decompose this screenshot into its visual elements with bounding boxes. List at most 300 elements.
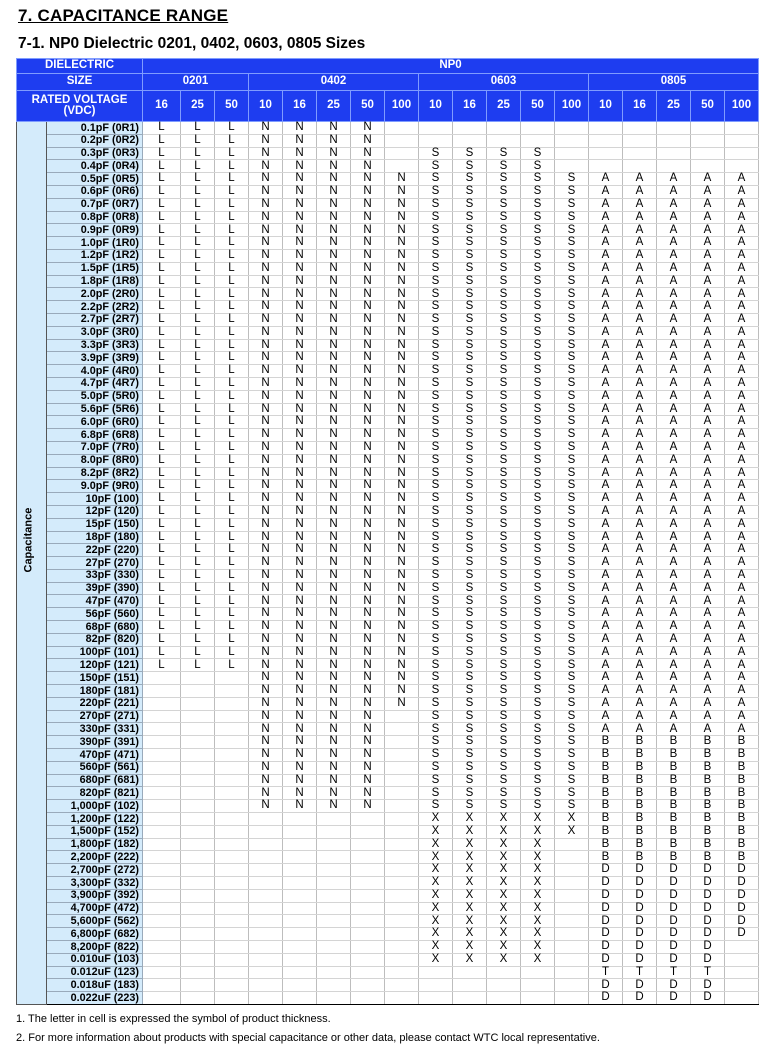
thickness-cell: A	[725, 467, 759, 480]
thickness-cell: D	[589, 992, 623, 1005]
thickness-cell	[215, 851, 249, 864]
thickness-cell: S	[419, 672, 453, 685]
thickness-cell: N	[283, 326, 317, 339]
thickness-cell: X	[521, 877, 555, 890]
thickness-cell	[181, 723, 215, 736]
thickness-cell: A	[589, 301, 623, 314]
thickness-cell: A	[623, 582, 657, 595]
thickness-cell	[351, 902, 385, 915]
thickness-cell: N	[283, 531, 317, 544]
table-row	[17, 889, 759, 902]
capacitance-value: 0.5pF (0R5)	[47, 173, 143, 186]
thickness-cell: N	[351, 454, 385, 467]
thickness-cell: S	[419, 403, 453, 416]
capacitance-value: 6.8pF (6R8)	[47, 429, 143, 442]
thickness-cell: S	[487, 249, 521, 262]
thickness-cell: S	[453, 224, 487, 237]
thickness-cell: S	[419, 249, 453, 262]
thickness-cell: N	[249, 352, 283, 365]
thickness-cell: D	[589, 915, 623, 928]
thickness-cell: A	[623, 659, 657, 672]
thickness-cell: B	[589, 800, 623, 813]
thickness-cell: S	[419, 275, 453, 288]
thickness-cell: A	[623, 224, 657, 237]
thickness-cell: S	[487, 749, 521, 762]
thickness-cell	[351, 877, 385, 890]
thickness-cell: N	[385, 557, 419, 570]
thickness-cell: N	[283, 224, 317, 237]
thickness-cell: N	[385, 480, 419, 493]
thickness-cell	[351, 992, 385, 1005]
thickness-cell: X	[419, 889, 453, 902]
thickness-cell: A	[691, 621, 725, 634]
capacitance-value: 2.2pF (2R2)	[47, 301, 143, 314]
thickness-cell: N	[283, 569, 317, 582]
thickness-cell	[283, 928, 317, 941]
thickness-cell	[725, 992, 759, 1005]
thickness-cell: A	[725, 697, 759, 710]
thickness-cell: S	[487, 429, 521, 442]
thickness-cell	[589, 147, 623, 160]
thickness-cell: A	[657, 173, 691, 186]
thickness-cell: N	[385, 390, 419, 403]
voltage-0201-25: 25	[181, 91, 215, 122]
table-row	[17, 365, 759, 378]
thickness-cell	[385, 813, 419, 826]
thickness-cell: L	[215, 518, 249, 531]
thickness-cell: S	[419, 800, 453, 813]
thickness-cell: N	[249, 147, 283, 160]
thickness-cell: N	[385, 403, 419, 416]
capacitance-value: 5.0pF (5R0)	[47, 390, 143, 403]
thickness-cell: L	[143, 518, 181, 531]
thickness-cell: D	[623, 953, 657, 966]
thickness-cell: N	[351, 736, 385, 749]
thickness-cell: N	[385, 275, 419, 288]
thickness-cell: N	[283, 659, 317, 672]
thickness-cell	[143, 825, 181, 838]
thickness-cell	[283, 915, 317, 928]
thickness-cell: N	[317, 147, 351, 160]
thickness-cell: B	[657, 787, 691, 800]
thickness-cell: S	[453, 505, 487, 518]
thickness-cell: S	[555, 595, 589, 608]
thickness-cell	[215, 723, 249, 736]
thickness-cell: L	[181, 429, 215, 442]
thickness-cell: S	[521, 429, 555, 442]
thickness-cell: L	[143, 134, 181, 147]
capacitance-value: 470pF (471)	[47, 749, 143, 762]
thickness-cell: L	[215, 122, 249, 135]
thickness-cell: S	[419, 173, 453, 186]
thickness-cell	[521, 966, 555, 979]
thickness-cell	[181, 953, 215, 966]
table-row	[17, 352, 759, 365]
thickness-cell: B	[691, 825, 725, 838]
thickness-cell: L	[143, 275, 181, 288]
thickness-cell: N	[351, 544, 385, 557]
thickness-cell: N	[249, 633, 283, 646]
capacitance-value: 1,800pF (182)	[47, 838, 143, 851]
thickness-cell	[385, 825, 419, 838]
thickness-cell: A	[623, 262, 657, 275]
thickness-cell: X	[555, 813, 589, 826]
thickness-cell	[351, 941, 385, 954]
thickness-cell: A	[657, 403, 691, 416]
thickness-cell: S	[521, 275, 555, 288]
thickness-cell: L	[215, 454, 249, 467]
thickness-cell: S	[453, 672, 487, 685]
thickness-cell: A	[691, 518, 725, 531]
thickness-cell	[351, 851, 385, 864]
thickness-cell: N	[317, 416, 351, 429]
thickness-cell: B	[691, 787, 725, 800]
thickness-cell: B	[657, 736, 691, 749]
thickness-cell: S	[453, 429, 487, 442]
thickness-cell	[589, 160, 623, 173]
thickness-cell: D	[657, 915, 691, 928]
thickness-cell: S	[453, 326, 487, 339]
thickness-cell: N	[249, 774, 283, 787]
thickness-cell: A	[657, 659, 691, 672]
thickness-cell: N	[351, 557, 385, 570]
thickness-cell: N	[317, 557, 351, 570]
table-row	[17, 749, 759, 762]
thickness-cell: A	[623, 377, 657, 390]
thickness-cell: X	[419, 902, 453, 915]
thickness-cell	[487, 122, 521, 135]
thickness-cell: X	[521, 864, 555, 877]
thickness-cell: S	[487, 787, 521, 800]
size-0402: 0402	[249, 74, 419, 91]
thickness-cell: S	[453, 633, 487, 646]
table-row	[17, 582, 759, 595]
thickness-cell	[181, 672, 215, 685]
thickness-cell: N	[385, 173, 419, 186]
table-row	[17, 518, 759, 531]
thickness-cell: L	[143, 467, 181, 480]
thickness-cell: A	[657, 633, 691, 646]
thickness-cell: S	[453, 557, 487, 570]
thickness-cell: A	[623, 518, 657, 531]
thickness-cell: A	[657, 275, 691, 288]
table-row	[17, 429, 759, 442]
thickness-cell: A	[589, 723, 623, 736]
capacitance-value: 330pF (331)	[47, 723, 143, 736]
thickness-cell: S	[453, 275, 487, 288]
thickness-cell: N	[317, 621, 351, 634]
thickness-cell: S	[453, 441, 487, 454]
thickness-cell	[181, 787, 215, 800]
thickness-cell: L	[215, 569, 249, 582]
thickness-cell: S	[453, 761, 487, 774]
thickness-cell	[385, 761, 419, 774]
thickness-cell	[555, 877, 589, 890]
thickness-cell: B	[691, 800, 725, 813]
thickness-cell: T	[623, 966, 657, 979]
thickness-cell: N	[317, 326, 351, 339]
thickness-cell	[181, 749, 215, 762]
thickness-cell	[317, 851, 351, 864]
thickness-cell: A	[691, 249, 725, 262]
table-row	[17, 544, 759, 557]
thickness-cell: A	[725, 390, 759, 403]
thickness-cell: L	[143, 173, 181, 186]
thickness-cell	[453, 966, 487, 979]
thickness-cell: S	[555, 275, 589, 288]
table-row	[17, 569, 759, 582]
thickness-cell: L	[215, 211, 249, 224]
thickness-cell: N	[283, 685, 317, 698]
thickness-cell	[283, 941, 317, 954]
thickness-cell: N	[351, 390, 385, 403]
thickness-cell	[215, 761, 249, 774]
thickness-cell: A	[691, 685, 725, 698]
thickness-cell	[555, 915, 589, 928]
thickness-cell: S	[419, 454, 453, 467]
thickness-cell: N	[249, 313, 283, 326]
thickness-cell: L	[143, 262, 181, 275]
thickness-cell: S	[555, 582, 589, 595]
table-row	[17, 710, 759, 723]
thickness-cell: D	[691, 992, 725, 1005]
thickness-cell: A	[623, 454, 657, 467]
thickness-cell: S	[521, 505, 555, 518]
thickness-cell: L	[215, 467, 249, 480]
thickness-cell: S	[453, 582, 487, 595]
thickness-cell: N	[249, 122, 283, 135]
thickness-cell: A	[623, 531, 657, 544]
thickness-cell: S	[555, 211, 589, 224]
capacitance-value: 47pF (470)	[47, 595, 143, 608]
thickness-cell	[283, 902, 317, 915]
thickness-cell: A	[589, 659, 623, 672]
thickness-cell: S	[555, 173, 589, 186]
thickness-cell: L	[215, 429, 249, 442]
thickness-cell: L	[215, 339, 249, 352]
thickness-cell: S	[419, 429, 453, 442]
voltage-0402-16: 16	[283, 91, 317, 122]
thickness-cell	[215, 685, 249, 698]
thickness-cell: A	[691, 569, 725, 582]
thickness-cell: N	[351, 160, 385, 173]
thickness-cell	[249, 864, 283, 877]
thickness-cell: A	[657, 262, 691, 275]
thickness-cell: N	[351, 633, 385, 646]
thickness-cell: L	[181, 224, 215, 237]
capacitance-value: 0.3pF (0R3)	[47, 147, 143, 160]
thickness-cell	[385, 122, 419, 135]
thickness-cell: N	[249, 595, 283, 608]
thickness-cell	[143, 685, 181, 698]
size-label: SIZE	[17, 74, 143, 91]
thickness-cell: A	[589, 646, 623, 659]
thickness-cell	[215, 864, 249, 877]
thickness-cell	[385, 902, 419, 915]
thickness-cell: A	[657, 429, 691, 442]
thickness-cell: S	[521, 198, 555, 211]
thickness-cell: D	[657, 941, 691, 954]
thickness-cell	[181, 685, 215, 698]
thickness-cell: L	[143, 416, 181, 429]
thickness-cell: N	[351, 416, 385, 429]
thickness-cell: N	[317, 377, 351, 390]
thickness-cell	[453, 122, 487, 135]
capacitance-value: 1,200pF (122)	[47, 813, 143, 826]
thickness-cell: L	[143, 160, 181, 173]
capacitance-value: 10pF (100)	[47, 493, 143, 506]
thickness-cell: N	[351, 595, 385, 608]
thickness-cell: B	[725, 787, 759, 800]
thickness-cell: A	[657, 557, 691, 570]
thickness-cell: A	[623, 237, 657, 250]
thickness-cell: X	[419, 864, 453, 877]
thickness-cell	[249, 941, 283, 954]
thickness-cell: N	[249, 646, 283, 659]
thickness-cell	[215, 787, 249, 800]
thickness-cell: A	[623, 365, 657, 378]
table-row	[17, 915, 759, 928]
thickness-cell: A	[623, 697, 657, 710]
thickness-cell	[215, 877, 249, 890]
thickness-cell: A	[657, 377, 691, 390]
thickness-cell: A	[623, 493, 657, 506]
thickness-cell: S	[453, 173, 487, 186]
thickness-cell: D	[589, 889, 623, 902]
thickness-cell: D	[725, 877, 759, 890]
thickness-cell: A	[725, 518, 759, 531]
thickness-cell: B	[623, 774, 657, 787]
thickness-cell: A	[589, 454, 623, 467]
thickness-cell	[385, 774, 419, 787]
thickness-cell: N	[317, 787, 351, 800]
thickness-cell: N	[351, 275, 385, 288]
capacitance-value: 270pF (271)	[47, 710, 143, 723]
thickness-cell: N	[317, 403, 351, 416]
thickness-cell: L	[215, 608, 249, 621]
thickness-cell	[385, 966, 419, 979]
thickness-cell: N	[317, 339, 351, 352]
thickness-cell: X	[521, 953, 555, 966]
capacitance-value: 820pF (821)	[47, 787, 143, 800]
thickness-cell: S	[555, 685, 589, 698]
voltage-0201-50: 50	[215, 91, 249, 122]
thickness-cell: N	[283, 262, 317, 275]
thickness-cell: N	[317, 262, 351, 275]
thickness-cell: B	[589, 851, 623, 864]
capacitance-value: 1,000pF (102)	[47, 800, 143, 813]
thickness-cell: N	[283, 313, 317, 326]
thickness-cell: A	[725, 275, 759, 288]
thickness-cell: A	[657, 505, 691, 518]
thickness-cell	[351, 864, 385, 877]
table-row	[17, 838, 759, 851]
thickness-cell	[555, 889, 589, 902]
thickness-cell: N	[283, 787, 317, 800]
thickness-cell	[317, 864, 351, 877]
thickness-cell: L	[181, 441, 215, 454]
thickness-cell: B	[691, 736, 725, 749]
thickness-cell: S	[555, 736, 589, 749]
thickness-cell: L	[181, 352, 215, 365]
thickness-cell	[215, 902, 249, 915]
thickness-cell	[453, 979, 487, 992]
thickness-cell: N	[317, 505, 351, 518]
thickness-cell: S	[521, 749, 555, 762]
thickness-cell: A	[589, 685, 623, 698]
thickness-cell: N	[283, 710, 317, 723]
thickness-cell	[181, 889, 215, 902]
thickness-cell: S	[555, 710, 589, 723]
thickness-cell: L	[215, 249, 249, 262]
thickness-cell: A	[725, 493, 759, 506]
capacitance-value: 150pF (151)	[47, 672, 143, 685]
thickness-cell: S	[453, 749, 487, 762]
thickness-cell: N	[249, 262, 283, 275]
thickness-cell: S	[487, 185, 521, 198]
thickness-cell: X	[453, 877, 487, 890]
thickness-cell: S	[419, 377, 453, 390]
thickness-cell: S	[487, 736, 521, 749]
thickness-cell	[555, 928, 589, 941]
thickness-cell: S	[419, 441, 453, 454]
thickness-cell: S	[487, 659, 521, 672]
thickness-cell	[419, 122, 453, 135]
thickness-cell: X	[453, 953, 487, 966]
thickness-cell: S	[555, 198, 589, 211]
capacitance-value: 2.7pF (2R7)	[47, 313, 143, 326]
thickness-cell: N	[249, 749, 283, 762]
thickness-cell: A	[623, 249, 657, 262]
thickness-cell: N	[351, 697, 385, 710]
thickness-cell: N	[283, 377, 317, 390]
thickness-cell: A	[725, 569, 759, 582]
thickness-cell: N	[351, 339, 385, 352]
thickness-cell: L	[215, 275, 249, 288]
thickness-cell	[385, 877, 419, 890]
thickness-cell: A	[623, 173, 657, 186]
thickness-cell: B	[691, 813, 725, 826]
thickness-cell: S	[521, 288, 555, 301]
thickness-cell: X	[521, 889, 555, 902]
thickness-cell	[215, 992, 249, 1005]
thickness-cell: A	[691, 441, 725, 454]
thickness-cell: S	[453, 416, 487, 429]
thickness-cell: A	[623, 313, 657, 326]
thickness-cell	[181, 800, 215, 813]
thickness-cell: N	[351, 147, 385, 160]
thickness-cell: L	[181, 301, 215, 314]
thickness-cell: A	[589, 365, 623, 378]
thickness-cell: L	[181, 608, 215, 621]
thickness-cell: X	[487, 825, 521, 838]
thickness-cell: N	[283, 185, 317, 198]
thickness-cell: A	[725, 173, 759, 186]
thickness-cell: D	[589, 864, 623, 877]
thickness-cell	[385, 838, 419, 851]
thickness-cell: A	[691, 595, 725, 608]
thickness-cell: N	[351, 761, 385, 774]
capacitance-value: 2,200pF (222)	[47, 851, 143, 864]
thickness-cell: N	[351, 173, 385, 186]
thickness-cell: A	[623, 569, 657, 582]
thickness-cell: S	[521, 710, 555, 723]
thickness-cell: L	[181, 518, 215, 531]
thickness-cell: N	[249, 672, 283, 685]
thickness-cell: L	[143, 185, 181, 198]
thickness-cell: A	[725, 224, 759, 237]
thickness-cell: A	[589, 416, 623, 429]
